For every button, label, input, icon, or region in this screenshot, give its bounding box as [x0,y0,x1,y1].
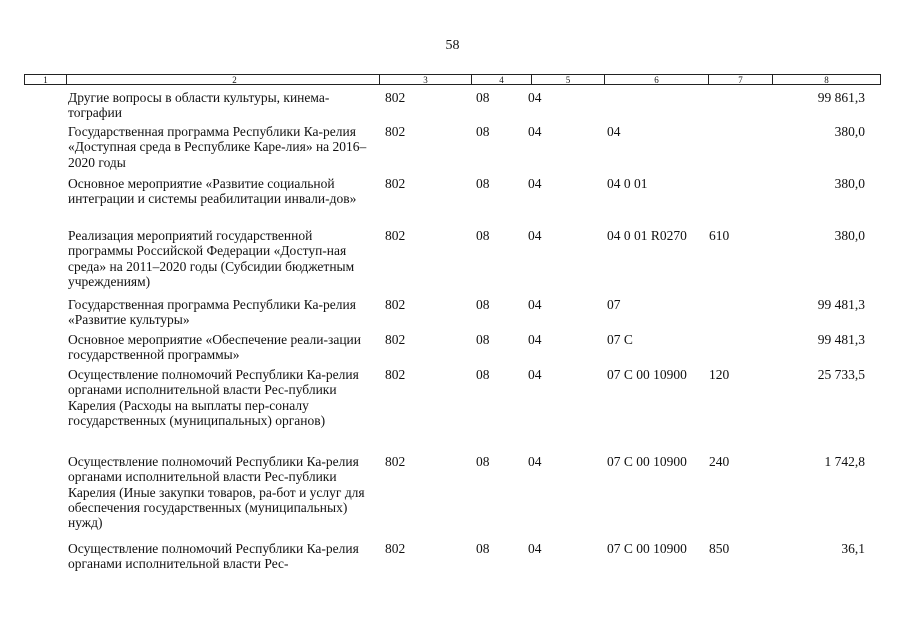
row-col-6: 07 [607,297,621,312]
header-col-1: 1 [43,75,48,85]
row-col-5: 04 [528,124,542,139]
row-col-6: 07 С [607,332,633,347]
row-col-3: 802 [385,228,406,243]
row-col-3: 802 [385,541,406,556]
header-col-4: 4 [471,75,531,84]
table-header [24,74,881,85]
row-amount: 380,0 [834,228,865,243]
row-col-4: 08 [476,297,490,312]
row-col-5: 04 [528,176,542,191]
row-col-4: 08 [476,176,490,191]
row-col-5: 04 [528,332,542,347]
row-amount: 380,0 [834,176,865,191]
row-amount: 25 733,5 [817,367,865,382]
row-col-6: 04 0 01 [607,176,648,191]
row-name: Осуществление полномочий Республики Ка-релия органами исполнительной власти Рес-публики Карелия (Иные закупки товаров, ра-бот и услуг для обеспечения государственных (муниципальных) нужд) [68,454,365,531]
row-amount: 36,1 [841,541,865,556]
row-col-4: 08 [476,541,490,556]
row-col-6: 07 С 00 10900 [607,541,687,556]
row-amount: 99 861,3 [817,90,865,105]
row-amount: 99 481,3 [817,332,865,347]
row-amount: 380,0 [834,124,865,139]
row-col-7: 240 [709,454,730,469]
row-col-5: 04 [528,454,542,469]
row-col-6: 07 С 00 10900 [607,367,687,382]
header-col-8: 8 [772,75,880,84]
row-col-4: 08 [476,454,490,469]
row-col-5: 04 [528,228,542,243]
row-col-6: 04 0 01 R0270 [607,228,687,243]
row-amount: 99 481,3 [817,297,865,312]
row-col-3: 802 [385,454,406,469]
row-col-7: 120 [709,367,730,382]
row-col-7: 850 [709,541,730,556]
row-col-3: 802 [385,332,406,347]
row-col-3: 802 [385,124,406,139]
row-col-4: 08 [476,332,490,347]
row-col-4: 08 [476,228,490,243]
row-amount: 1 742,8 [824,454,865,469]
row-name: Государственная программа Республики Ка-релия «Доступная среда в Республике Каре-лия» на 2016–2020 годы [68,124,367,170]
row-col-4: 08 [476,124,490,139]
row-col-5: 04 [528,90,542,105]
row-name: Основное мероприятие «Развитие социальной интеграции и системы реабилитации инвали-дов» [68,176,357,207]
row-name: Осуществление полномочий Республики Ка-релия органами исполнительной власти Рес- [68,541,359,572]
row-col-3: 802 [385,176,406,191]
row-col-3: 802 [385,90,406,105]
row-col-3: 802 [385,367,406,382]
header-col-2: 2 [66,75,402,84]
row-col-5: 04 [528,367,542,382]
page-number: 58 [445,38,460,53]
row-name: Реализация мероприятий государственной программы Российской Федерации «Доступ-ная среда» на 2011–2020 годы (Субсидии бюджетным учреждениям) [68,228,355,289]
header-col-3: 3 [379,75,471,84]
header-col-5: 5 [531,75,604,84]
row-col-7: 610 [709,228,730,243]
row-col-3: 802 [385,297,406,312]
header-col-7: 7 [708,75,772,84]
row-name: Другие вопросы в области культуры, кинема-тографии [68,90,330,121]
row-col-5: 04 [528,541,542,556]
row-name: Основное мероприятие «Обеспечение реали-зации государственной программы» [68,332,361,363]
row-col-6: 04 [607,124,621,139]
row-col-6: 07 С 00 10900 [607,454,687,469]
row-col-4: 08 [476,90,490,105]
row-name: Государственная программа Республики Ка-релия «Развитие культуры» [68,297,356,328]
header-col-6: 6 [604,75,708,84]
row-name: Осуществление полномочий Республики Ка-релия органами исполнительной власти Рес-публики Карелия (Расходы на выплаты пер-соналу государственных (муниципальных) органов) [68,367,359,428]
row-col-4: 08 [476,367,490,382]
row-col-5: 04 [528,297,542,312]
